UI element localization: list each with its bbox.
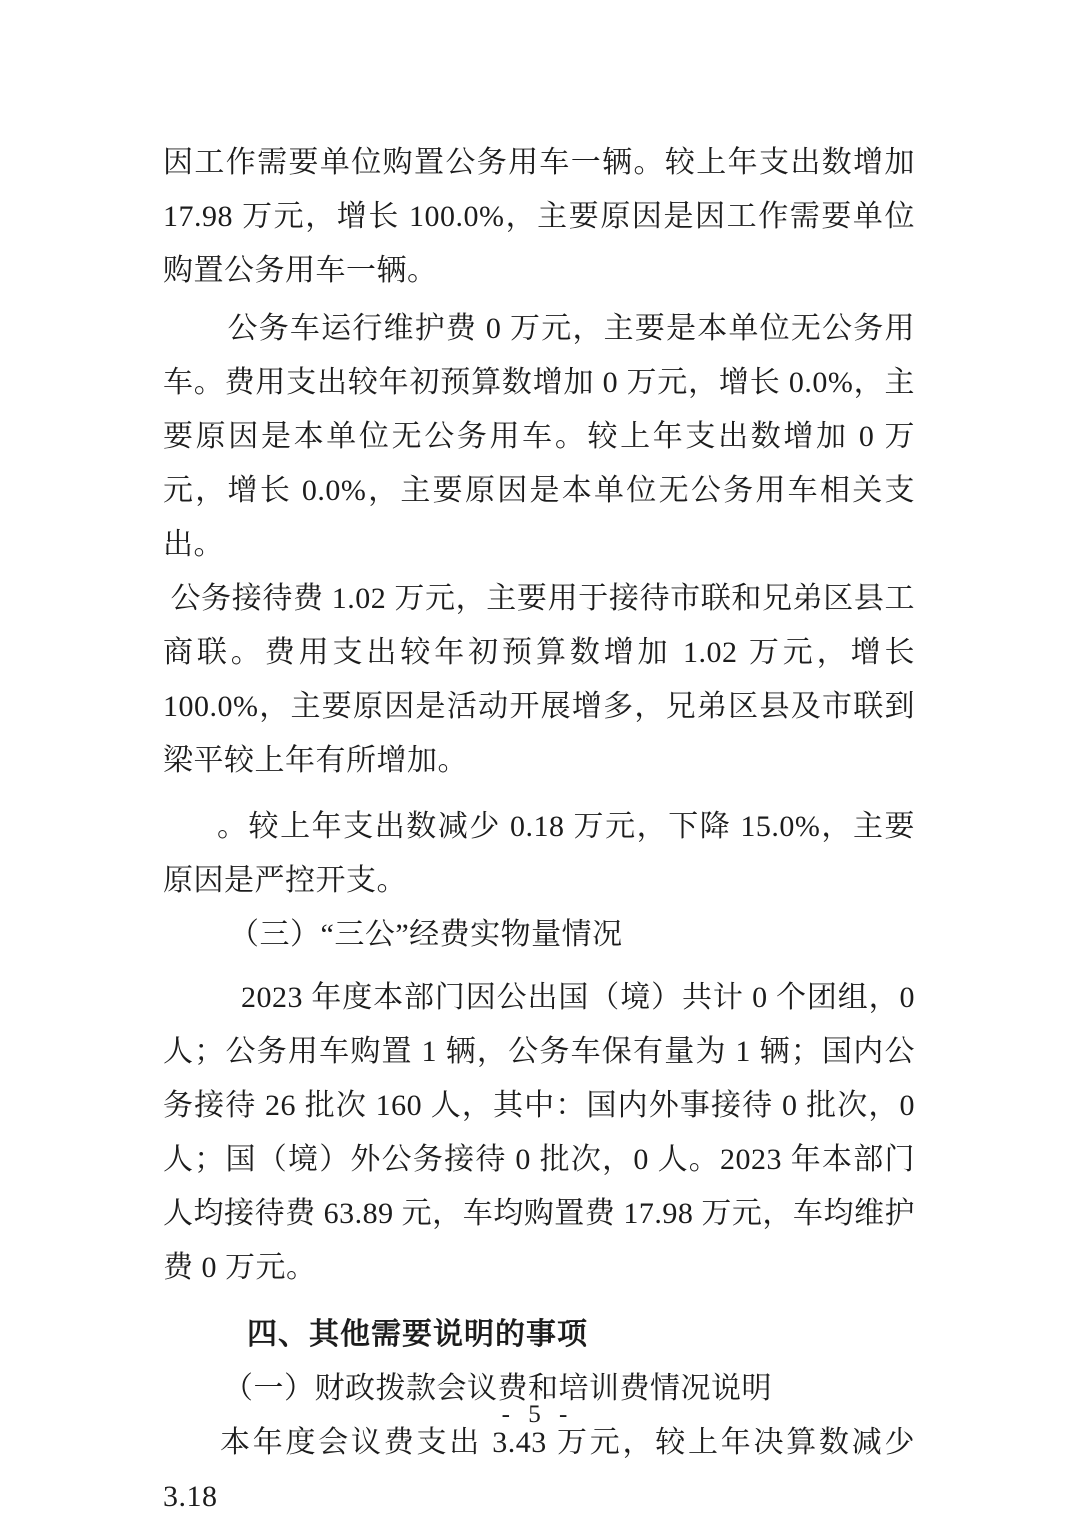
- paragraph-meeting-fee-expenditure: 本年度会议费支出 3.43 万元，较上年决算数减少 3.18: [163, 1426, 915, 1513]
- paragraph-2023-physical-quantity-detail: 2023 年度本部门因公出国（境）共计 0 个团组，0 人；公务用车购置 1 辆，公务车保有量为 1 辆；国内公务接待 26 批次 160 人，其中：国内外事接待 0 批次，0 人；国（境）外公务接待 0 批次，0 人。2023 年本部门人均接待费 63.89 元，车均购置费 17.98 万元，车均维护费 0 万元。: [163, 981, 915, 1284]
- document-body: [163, 136, 915, 1520]
- heading-section-four-other-matters: 四、其他需要说明的事项: [247, 1318, 588, 1351]
- paragraph-official-reception: 公务接待费 1.02 万元，主要用于接待市联和兄弟区县工商联。费用支出较年初预算数增加 1.02 万元，增长 100.0%，主要原因是活动开展增多，兄弟区县及市联到梁平较上年有所增加。: [163, 582, 915, 777]
- page-number: - 5 -: [501, 1401, 574, 1428]
- subheading-three-public-physical-quantity: （三）“三公”经费实物量情况: [229, 918, 623, 951]
- paragraph-vehicle-maintenance: 公务车运行维护费 0 万元，主要是本单位无公务用车。费用支出较年初预算数增加 0 万元，增长 0.0%，主要原因是本单位无公务用车。较上年支出数增加 0 万元，增长 0.0%，主要原因是本单位无公务用车相关支出。: [163, 312, 915, 561]
- paragraph-reception-decrease: 。较上年支出数减少 0.18 万元，下降 15.0%，主要原因是严控开支。: [163, 810, 915, 897]
- paragraph-vehicle-purchase-continued: 因工作需要单位购置公务用车一辆。较上年支出数增加 17.98 万元，增长 100.0%，主要原因是因工作需要单位购置公务用车一辆。: [163, 146, 915, 287]
- subheading-meeting-training-fees: （一）财政拨款会议费和培训费情况说明: [223, 1372, 772, 1405]
